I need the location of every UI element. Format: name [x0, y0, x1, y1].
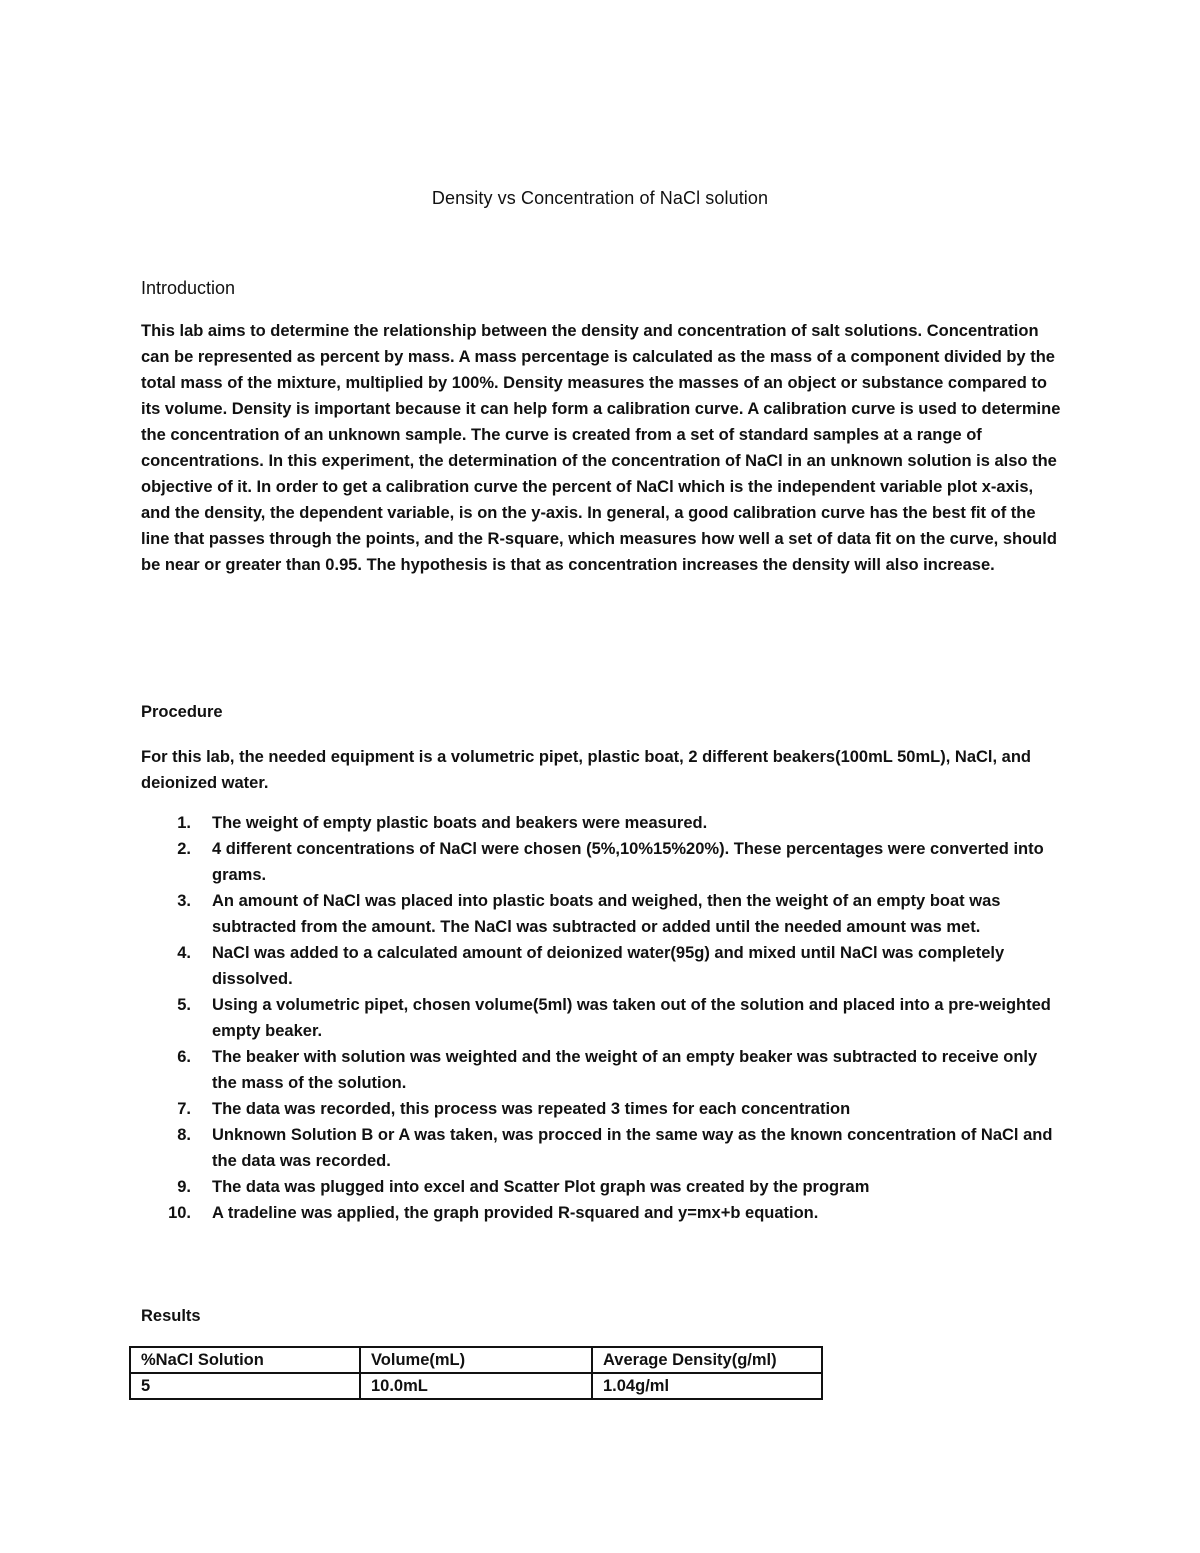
- step-text: An amount of NaCl was placed into plastic boats and weighed, then the weight of an empty boat was subtracted from the amount. The NaCl was subtracted or added until the needed amount was met.: [212, 892, 1001, 936]
- step-number: 3.: [177, 892, 191, 910]
- procedure-step: [141, 1122, 1061, 1174]
- procedure-step: [141, 1200, 1061, 1226]
- table-row: [130, 1373, 822, 1399]
- table-header-cell: Volume(mL): [360, 1347, 592, 1373]
- procedure-intro-paragraph: For this lab, the needed equipment is a volumetric pipet, plastic boat, 2 different beakers(100mL 50mL), NaCl, and deionized water.: [141, 748, 1031, 792]
- procedure-step: [141, 1174, 1061, 1200]
- step-text: The beaker with solution was weighted and the weight of an empty beaker was subtracted to receive only the mass of the solution.: [212, 1048, 1038, 1092]
- step-number: 6.: [177, 1048, 191, 1066]
- table-cell: 5: [130, 1373, 360, 1399]
- procedure-step: [141, 940, 1061, 992]
- table-header-cell: %NaCl Solution: [130, 1347, 360, 1373]
- procedure-steps-list: [141, 810, 1061, 1226]
- step-number: 10.: [168, 1204, 191, 1222]
- step-text: The weight of empty plastic boats and beakers were measured.: [212, 814, 708, 832]
- step-number: 8.: [177, 1126, 191, 1144]
- step-number: 7.: [177, 1100, 191, 1118]
- step-text: The data was plugged into excel and Scatter Plot graph was created by the program: [212, 1178, 870, 1196]
- procedure-step: [141, 810, 1061, 836]
- table-header-row: [130, 1347, 822, 1373]
- table-cell: 1.04g/ml: [592, 1373, 822, 1399]
- procedure-step: [141, 888, 1061, 940]
- step-number: 4.: [177, 944, 191, 962]
- step-text: 4 different concentrations of NaCl were chosen (5%,10%15%20%). These percentages were converted into grams.: [212, 840, 1044, 884]
- document-title: Density vs Concentration of NaCl solution: [431, 188, 769, 208]
- step-number: 5.: [177, 996, 191, 1014]
- procedure-step: [141, 992, 1061, 1044]
- results-table: [129, 1346, 823, 1400]
- introduction-paragraph: This lab aims to determine the relationship between the density and concentration of salt solutions. Concentration can be represented as percent by mass. A mass percentage is calculated as the mass of a component divided by the total mass of the mixture, multiplied by 100%. Density measures the masses of an object or substance compared to its volume. Density is important because it can help form a calibration curve. A calibration curve is used to determine the concentration of an unknown sample. The curve is created from a set of standard samples at a range of concentrations. In this experiment, the determination of the concentration of NaCl in an unknown solution is also the objective of it. In order to get a calibration curve the percent of NaCl which is the independent variable plot x-axis, and the density, the dependent variable, is on the y-axis. In general, a good calibration curve has the best fit of the line that passes through the points, and the R-square, which measures how well a set of data fit on the curve, should be near or greater than 0.95. The hypothesis is that as concentration increases the density will also increase.: [141, 322, 1061, 574]
- step-number: 1.: [177, 814, 191, 832]
- step-text: A tradeline was applied, the graph provided R-squared and y=mx+b equation.: [212, 1204, 819, 1222]
- step-number: 9.: [177, 1178, 191, 1196]
- step-text: Unknown Solution B or A was taken, was procced in the same way as the known concentration of NaCl and the data was recorded.: [212, 1126, 1053, 1170]
- table-cell: 10.0mL: [360, 1373, 592, 1399]
- table-header-cell: Average Density(g/ml): [592, 1347, 822, 1373]
- procedure-step: [141, 1044, 1061, 1096]
- step-text: Using a volumetric pipet, chosen volume(5ml) was taken out of the solution and placed into a pre-weighted empty beaker.: [212, 996, 1051, 1040]
- step-text: NaCl was added to a calculated amount of deionized water(95g) and mixed until NaCl was completely dissolved.: [212, 944, 1005, 988]
- procedure-step: [141, 1096, 1061, 1122]
- step-text: The data was recorded, this process was repeated 3 times for each concentration: [212, 1100, 851, 1118]
- introduction-heading: Introduction: [141, 278, 236, 298]
- step-number: 2.: [177, 840, 191, 858]
- results-heading: Results: [141, 1307, 201, 1325]
- procedure-heading: Procedure: [141, 703, 223, 721]
- procedure-step: [141, 836, 1061, 888]
